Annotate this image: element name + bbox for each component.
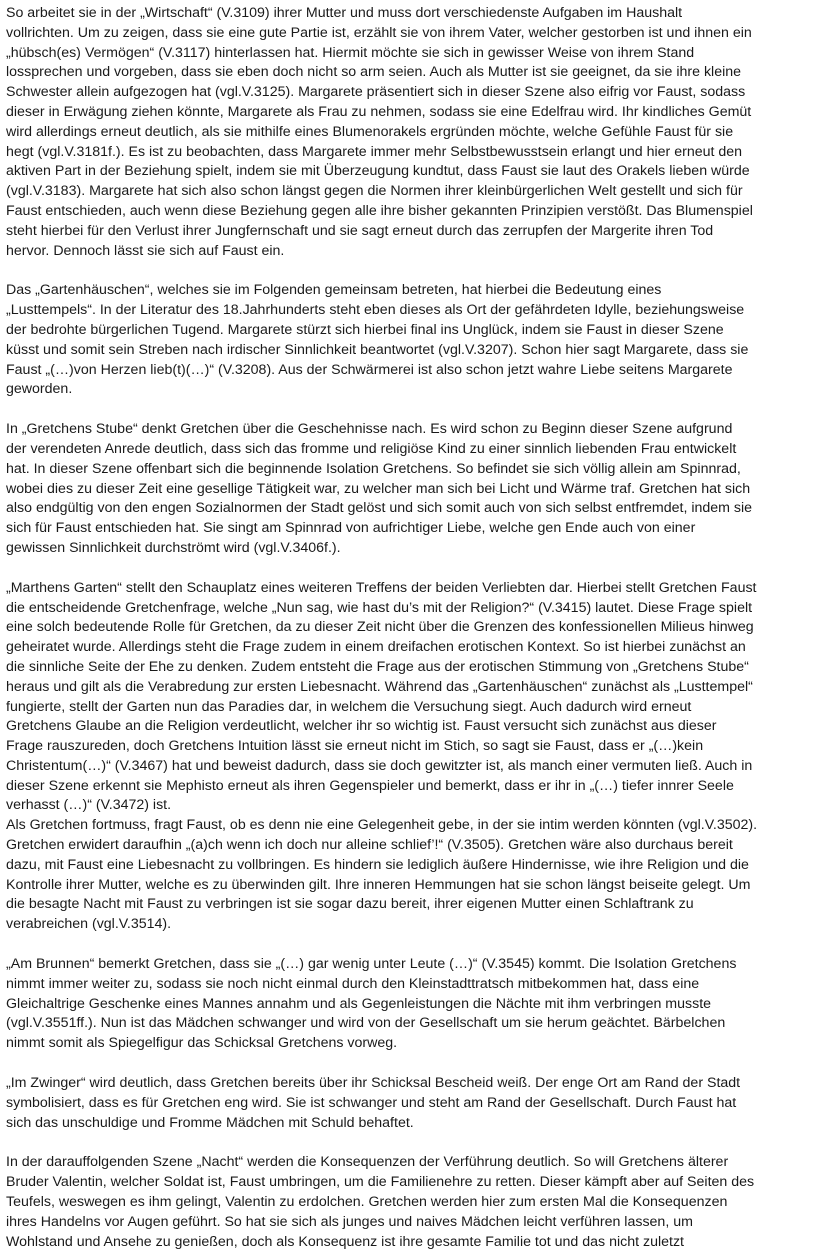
paragraph-marthens-garten: „Marthens Garten“ stellt den Schauplatz eines weiteren Treffens der beiden Verliebten dar. Hierbei stellt Gretchen Faust die entscheidende Gretchenfrage, welche „Nun sag, wie hast du’s mit der Religion?“ (V.3415) lautet. Diese Frage spielt eine solch bedeutende Rolle für Gretchen, da zu dieser Zeit nicht über die Grenzen des konfessionellen Milieus hinweg geheiratet wurde. Allerdings steht die Frage zudem in einem dreifachen erotischen Kontext. So ist hierbei zunächst an die sinnliche Seite der Ehe zu denken. Zudem entsteht die Frage aus der erotischen Stimmung von „Gretchens Stube“ heraus und gilt als die Verabredung zur ersten Liebesnacht. Während das „Gartenhäuschen“ zunächst als „Lusttempel“ fungierte, stellt der Garten nun das Paradies dar, in welchem die Versuchung siegt. Auch dadurch wird erneut Gretchens Glaube an die Religion verdeutlicht, welcher ihr so wichtig ist. Faust versucht sich zunächst aus dieser Frage rauszureden, doch Gretchens Intuition lässt sie erneut nicht im Stich, so sagt sie Faust, dass er „(…)kein Christentum(…)“ (V.3467) hat und beweist dadurch, dass sie doch gewitzter ist, als manch einer vermuten ließ. Auch in dieser Szene erkennt sie Mephisto erneut als ihren Gegenspieler und bemerkt, dass er ihr in „(…) tiefer innrer Seele verhasst (…)“ (V.3472) ist. [6, 579, 757, 814]
paragraph-im-zwinger: „Im Zwinger“ wird deutlich, dass Gretchen bereits über ihr Schicksal Bescheid weiß. Der enge Ort am Rand der Stadt symbolisiert, dass es für Gretchen eng wird. Sie ist schwanger und steht am Rand der Gesellschaft. Durch Faust hat sich das unschuldige und Fromme Mädchen mit Schuld behaftet. [6, 1075, 741, 1131]
paragraph-am-brunnen: „Am Brunnen“ bemerkt Gretchen, dass sie „(…) gar wenig unter Leute (…)“ (V.3545) kommt. Die Isolation Gretchens nimmt immer weiter zu, sodass sie noch nicht einmal durch den Kleinstadttratsch mitbekommen hat, dass eine Gleichaltrige Geschenke eines Mannes annahm und als Gegenleistungen die Nächte mit ihm verbringen musste (vgl.V.3551ff.). Nun ist das Mädchen schwanger und wird von der Gesellschaft um sie herum geächtet. Bärbelchen nimmt somit als Spiegelfigur das Schicksal Gretchens vorweg. [6, 956, 737, 1052]
paragraph-gelegenheit: Als Gretchen fortmuss, fragt Faust, ob es denn nie eine Gelegenheit gebe, in der sie intim werden könnten (vgl.V.3502). Gretchen erwidert daraufhin „(a)ch wenn ich doch nur alleine schlief’!“ (V.3505). Gretchen wäre also durchaus bereit dazu, mit Faust eine Liebesnacht zu vollbringen. Es hindern sie lediglich äußere Hindernisse, wie ihre Religion und die Kontrolle ihrer Mutter, welche es zu überwinden gilt. Ihre inneren Hemmungen hat sie schon längst beiseite gelegt. Um die besagte Nacht mit Faust zu verbringen ist sie sogar dazu bereit, ihrer eigenen Mutter einen Schlaftrank zu verabreichen (vgl.V.3514). [6, 817, 758, 933]
paragraph-gretchens-stube: In „Gretchens Stube“ denkt Gretchen über die Geschehnisse nach. Es wird schon zu Beginn dieser Szene aufgrund der verendeten Anrede deutlich, dass sich das fromme und religiöse Kind zu einer sinnlich liebenden Frau entwickelt hat. In dieser Szene offenbart sich die beginnende Isolation Gretchens. So befindet sie sich völlig allein am Spinnrad, wobei dies zu dieser Zeit eine gesellige Tätigkeit war, zu welcher man sich bei Licht und Wärme traf. Gretchen hat sich also endgültig von den engen Sozialnormen der Stadt gelöst und sich somit auch von sich selbst entfremdet, indem sie sich für Faust entschieden hat. Sie singt am Spinnrad von aufrichtiger Liebe, welche gen Ende auch von einer gewissen Sinnlichkeit durchströmt wird (vgl.V.3406f.). [6, 421, 753, 556]
paragraph-wirtschaft: So arbeitet sie in der „Wirtschaft“ (V.3109) ihrer Mutter und muss dort verschiedenste Aufgaben im Haushalt vollrichten. Um zu zeigen, dass sie eine gute Partie ist, erzählt sie von ihrem Vater, welcher gestorben ist und ihnen ein „hübsch(es) Vermögen“ (V.3117) hinterlassen hat. Hiermit möchte sie sich in gewisser Weise von ihrem Stand lossprechen und vorgeben, dass sie eben doch nicht so arm seien. Auch als Mutter ist sie geeignet, da sie ihre kleine Schwester allein aufgezogen hat (vgl.V.3125). Margarete präsentiert sich in dieser Szene also eifrig vor Faust, sodass dieser in Erwägung ziehen könnte, Margarete als Frau zu nehmen, sodass sie eine Edelfrau wird. Ihr kindliches Gemüt wird allerdings erneut deutlich, als sie mithilfe eines Blumenorakels ergründen möchte, welche Gefühle Faust für sie hegt (vgl.V.3181f.). Es ist zu beobachten, dass Margarete immer mehr Selbstbewusstsein erlangt und hier erneut den aktiven Part in der Beziehung spielt, indem sie mit Überzeugung kundtut, dass Faust sie laut des Orakels lieben würde (vgl.V.3183). Margarete hat sich also schon längst gegen die Normen ihrer kleinbürgerlichen Welt gestellt und sich für Faust entschieden, auch wenn diese Beziehung gegen alle ihre bisher gekannten Prinzipien verstößt. Das Blumenspiel steht hierbei für den Verlust ihrer Jungfernschaft und sie sagt erneut durch das zerrupfen der Margerite ihren Tod hervor. Dennoch lässt sie sich auf Faust ein. [6, 5, 753, 259]
document-page [6, 4, 814, 1252]
paragraph-gartenhaeuschen: Das „Gartenhäuschen“, welches sie im Folgenden gemeinsam betreten, hat hierbei die Bedeutung eines „Lusttempels“. In der Literatur des 18.Jahrhunderts steht eben dieses als Ort der gefährdeten Idylle, beziehungsweise der bedrohte bürgerlichen Tugend. Margarete stürzt sich hierbei final ins Unglück, indem sie Faust in dieser Szene küsst und somit sein Streben nach irdischer Sinnlichkeit beantwortet (vgl.V.3207). Schon hier sagt Margarete, dass sie Faust „(…)von Herzen lieb(t)(…)“ (V.3208). Aus der Schwärmerei ist also schon jetzt wahre Liebe seitens Margarete geworden. [6, 282, 749, 398]
paragraph-nacht: In der darauffolgenden Szene „Nacht“ werden die Konsequenzen der Verführung deutlich. So will Gretchens älterer Bruder Valentin, welcher Soldat ist, Faust umbringen, um die Familienehre zu retten. Dieser kämpft aber auf Seiten des Teufels, weswegen es ihm gelingt, Valentin zu erdolchen. Gretchen werden hier zum ersten Mal die Konsequenzen ihres Handelns vor Augen geführt. So hat sie sich als junges und naives Mädchen leicht verführen lassen, um Wohlstand und Ansehe zu genießen, doch als Konsequenz ist ihre gesamte Familie tot und das nicht zuletzt [6, 1154, 755, 1250]
